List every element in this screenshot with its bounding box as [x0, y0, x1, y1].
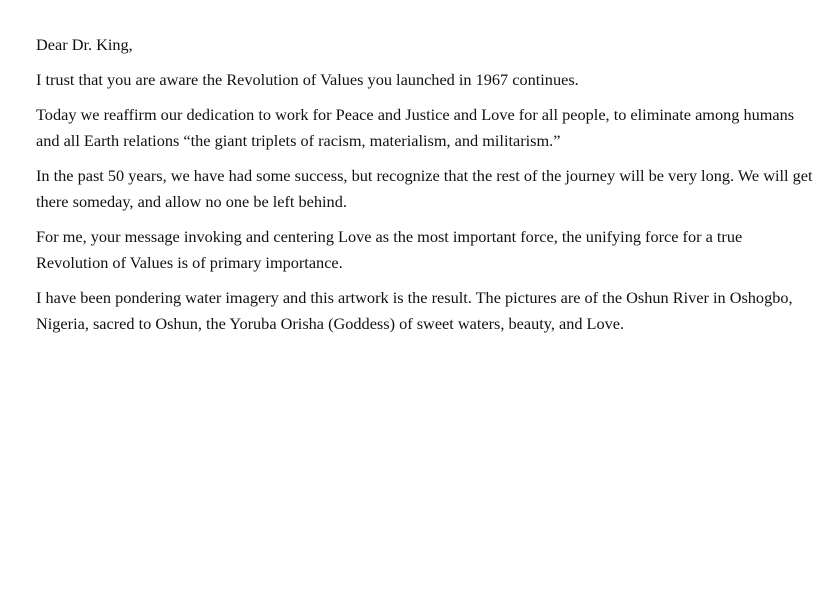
- letter-paragraph: I have been pondering water imagery and this artwork is the result. The pictures are of the Oshun River in Oshogbo, Nigeria, sacred to Oshun, the Yoruba Orisha (Goddess) of sweet waters, beauty, and Love.: [36, 288, 793, 333]
- letter-paragraph: Today we reaffirm our dedication to work for Peace and Justice and Love for all people, to eliminate among humans and all Earth relations “the giant triplets of racism, materialism, and militarism.”: [36, 105, 795, 150]
- letter-salutation: Dear Dr. King,: [36, 35, 133, 54]
- letter-body: [36, 32, 816, 346]
- letter-paragraph: For me, your message invoking and centering Love as the most important force, the unifying force for a true Revolution of Values is of primary importance.: [36, 227, 743, 272]
- letter-paragraph: I trust that you are aware the Revolution of Values you launched in 1967 continues.: [36, 70, 579, 89]
- letter-paragraph: In the past 50 years, we have had some success, but recognize that the rest of the journey will be very long. We will get there someday, and allow no one be left behind.: [36, 166, 813, 211]
